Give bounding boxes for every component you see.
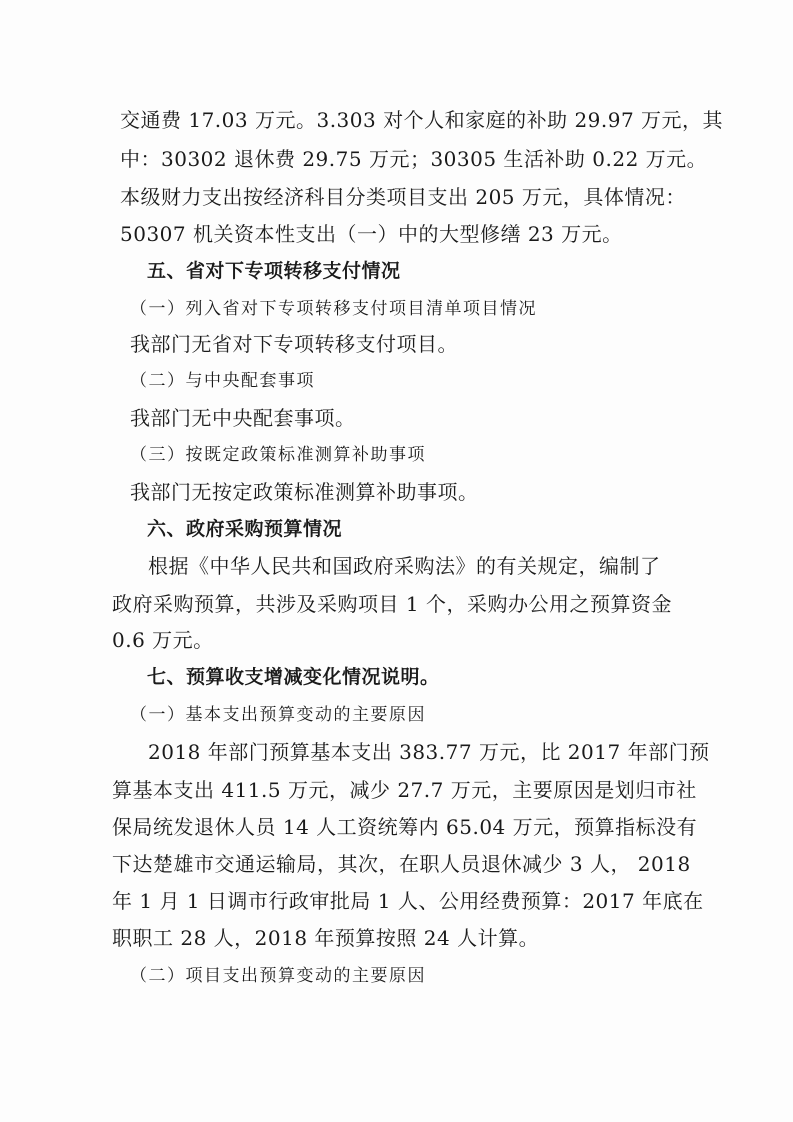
subsection-heading: （二）与中央配套事项: [130, 371, 315, 391]
body-text-line: 根据《中华人民共和国政府采购法》的有关规定，编制了: [148, 554, 661, 578]
section-heading: 七、预算收支增减变化情况说明。: [147, 666, 440, 688]
subsection-heading: （一）基本支出预算变动的主要原因: [130, 705, 426, 725]
body-text-line: 我部门无省对下专项转移支付项目。: [130, 332, 458, 356]
body-text-line: 保局统发退休人员 14 人工资统筹内 65.04 万元，预算指标没有: [112, 815, 698, 839]
body-text-line: 50307 机关资本性支出（一）中的大型修缮 23 万元。: [120, 222, 623, 246]
body-text-line: 政府采购预算，共涉及采购项目 1 个，采购办公用之预算资金: [112, 592, 672, 616]
subsection-heading: （三）按既定政策标准测算补助事项: [130, 445, 426, 465]
body-text-line: 2018 年部门预算基本支出 383.77 万元，比 2017 年部门预: [148, 740, 710, 764]
body-text-line: 中：30302 退休费 29.75 万元；30305 生活补助 0.22 万元。: [120, 147, 708, 171]
subsection-heading: （一）列入省对下专项转移支付项目清单项目情况: [130, 299, 537, 319]
body-text-line: 年 1 月 1 日调市行政审批局 1 人、公用经费预算：2017 年底在: [112, 889, 704, 913]
body-text-line: 我部门无中央配套事项。: [130, 406, 356, 430]
body-text-line: 下达楚雄市交通运输局，其次，在职人员退休减少 3 人， 2018: [112, 852, 691, 876]
body-text-line: 交通费 17.03 万元。3.303 对个人和家庭的补助 29.97 万元，其: [120, 108, 724, 132]
body-text-line: 算基本支出 411.5 万元，减少 27.7 万元，主要原因是划归市社: [112, 778, 697, 802]
section-heading: 五、省对下专项转移支付情况: [147, 260, 401, 282]
section-heading: 六、政府采购预算情况: [147, 518, 343, 540]
subsection-heading: （二）项目支出预算变动的主要原因: [130, 966, 426, 986]
body-text-line: 职职工 28 人，2018 年预算按照 24 人计算。: [112, 926, 540, 950]
body-text-line: 我部门无按定政策标准测算补助事项。: [130, 480, 479, 504]
body-text-line: 0.6 万元。: [112, 628, 214, 652]
body-text-line: 本级财力支出按经济科目分类项目支出 205 万元，具体情况：: [120, 185, 686, 209]
